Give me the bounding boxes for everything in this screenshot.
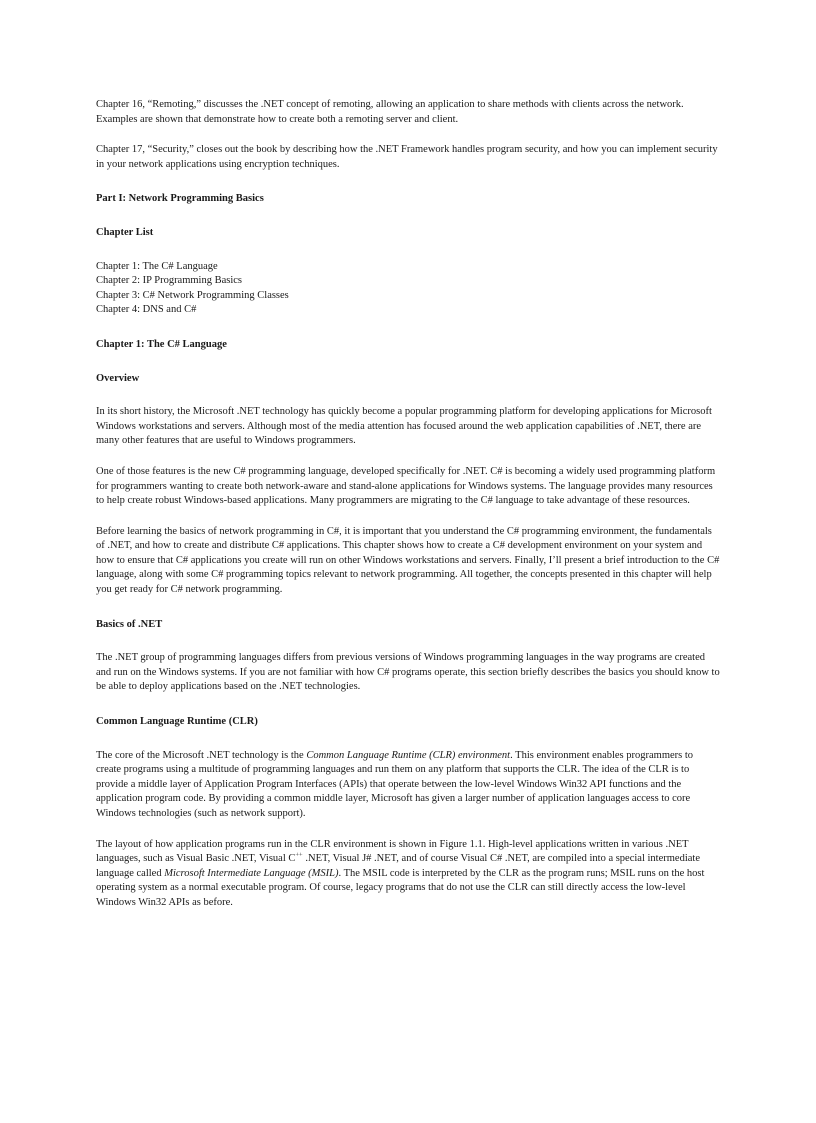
clr-p2-text-c: . The MSIL code is interpreted by the CLR as the program runs; MSIL runs on the host operating system as a normal executable program. Of course, legacy programs that do not use the CLR can still directly access the low-level Windows Win32 APIs as before. (96, 867, 705, 908)
document-page (96, 98, 720, 927)
basics-paragraph: The .NET group of programming languages differs from previous versions of Windows programming languages in the way programs are created and run on the Windows systems. If you are not familiar with how C# programs operate, this section briefly describes the basics you should know to be able to deploy applications based on the .NET technologies. (96, 652, 720, 693)
clr-paragraph-2 (96, 838, 720, 911)
clr-p1-text-a: The core of the Microsoft .NET technology is the (96, 749, 307, 761)
chapter-list (96, 260, 720, 318)
clr-heading: Common Language Runtime (CLR) (96, 716, 258, 728)
chapter-list-heading: Chapter List (96, 226, 154, 238)
chapter-list-item: Chapter 2: IP Programming Basics (96, 275, 243, 287)
clr-paragraph-1 (96, 749, 720, 822)
clr-p2-text-b: .NET, Visual J# .NET, and of course Visual C# .NET, are compiled into a special intermediate language called (96, 853, 700, 879)
intro-paragraph-2: Chapter 17, “Security,” closes out the book by describing how the .NET Framework handles program security, and how you can implement security in your network applications using encryption techniques. (96, 144, 718, 170)
intro-paragraph-1: Chapter 16, “Remoting,” discusses the .NET concept of remoting, allowing an application to share methods with clients across the network. Examples are shown that demonstrate how to create both a remoting server and client. (96, 99, 684, 125)
overview-heading: Overview (96, 372, 140, 384)
chapter-list-item: Chapter 1: The C# Language (96, 260, 218, 272)
clr-p1-emphasis: Common Language Runtime (CLR) environment (306, 749, 511, 761)
chapter-title: Chapter 1: The C# Language (96, 338, 227, 350)
overview-paragraph-2: One of those features is the new C# programming language, developed specifically for .NET. C# is becoming a widely used programming platform for programmers wanting to create both network-aware and stand-alone applications for Windows systems. The language provides many resources to help create robust Windows-based applications. Many programmers are migrating to the C# language to take advantage of these resources. (96, 465, 716, 507)
clr-p2-text-a: The layout of how application programs run in the CLR environment is shown in Figure 1.1. High-level applications written in various .NET languages, such as Visual Basic .NET, Visual C (96, 838, 689, 865)
overview-paragraph-1: In its short history, the Microsoft .NET technology has quickly become a popular programming platform for developing applications for Microsoft Windows workstations and servers. Although most of the media attention has focused around the web application capabilities of .NET, there are many other features that are useful to Windows programmers. (96, 406, 712, 447)
overview-paragraph-3: Before learning the basics of network programming in C#, it is important that you understand the C# programming environment, the fundamentals of .NET, and how to create and distribute C# applications. This chapter shows how to create a C# development environment on your system and how to ensure that C# applications you create will run on other Windows workstations and servers. Finally, I’ll present a brief introduction to the C# language, along with some C# programming topics relevant to network programming. All together, the concepts presented in this chapter will help you get ready for C# network programming. (96, 525, 720, 596)
clr-p2-emphasis: Microsoft Intermediate Language (MSIL) (164, 867, 339, 879)
chapter-list-item: Chapter 3: C# Network Programming Classes (96, 289, 289, 301)
clr-p1-text-b: . This environment enables programmers to create programs using a multitude of programming languages and run them on any platform that supports the CLR. The idea of the CLR is to provide a middle layer of Application Program Interfaces (APIs) that operate between the low-level Windows Win32 API functions and the application program code. By providing a common middle layer, Microsoft has given a larger number of application languages access to core Windows technologies (such as network support). (96, 749, 694, 819)
part-title: Part I: Network Programming Basics (96, 193, 264, 205)
basics-heading: Basics of .NET (96, 618, 163, 630)
chapter-list-item: Chapter 4: DNS and C# (96, 304, 197, 316)
clr-p2-superscript: ++ (295, 851, 303, 859)
